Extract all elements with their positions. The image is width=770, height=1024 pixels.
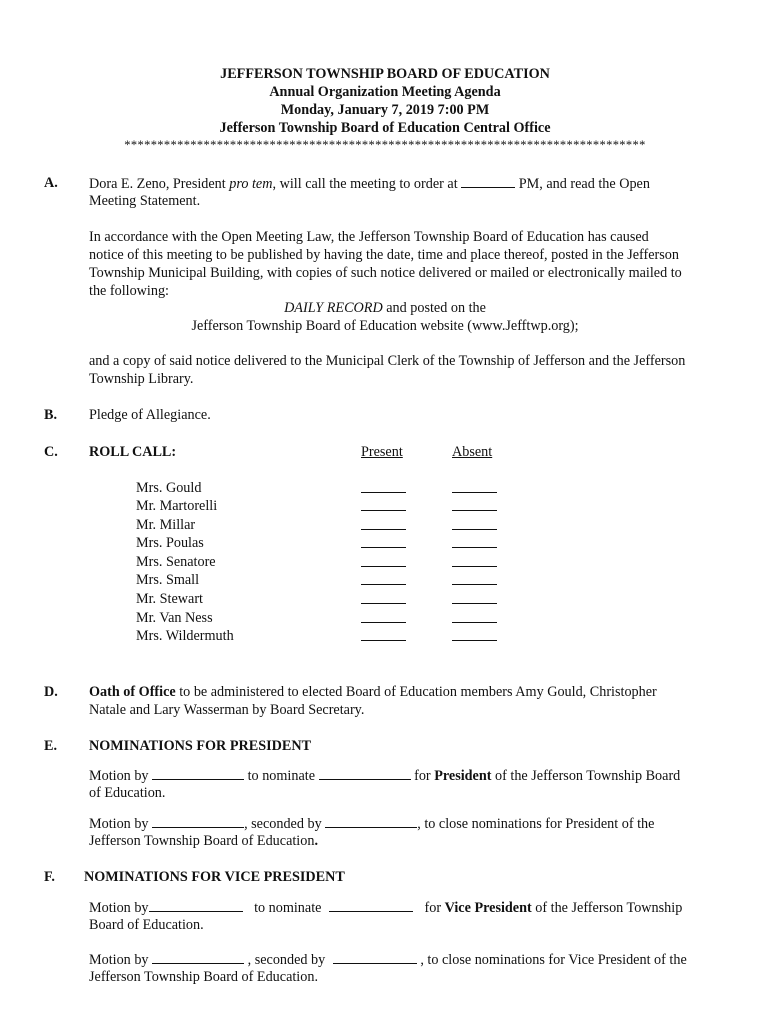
- oath-rest: to be administered to elected Board of Education members Amy Gould, Christopher: [175, 684, 657, 700]
- president-bold: President: [434, 768, 492, 784]
- section-a-line-2: Meeting Statement.: [89, 193, 201, 209]
- section-b-letter: B.: [44, 407, 58, 423]
- present-blank: [361, 516, 406, 530]
- absent-header: Absent: [452, 444, 493, 460]
- mover-blank: [149, 898, 243, 912]
- seconder-blank: [333, 950, 417, 964]
- section-a-letter: A.: [44, 175, 58, 191]
- copy-notice-line-2: Township Library.: [89, 371, 194, 387]
- mover-blank: [152, 766, 244, 780]
- section-a-line-1: [89, 174, 650, 193]
- vice-president-motion-1-line-2: Board of Education.: [89, 917, 204, 933]
- member-name: Mrs. Poulas: [136, 535, 204, 551]
- present-blank: [361, 627, 406, 641]
- absent-blank: [452, 516, 497, 530]
- nominee-blank: [329, 898, 413, 912]
- header-separator: *******************************************************************************: [124, 138, 646, 152]
- member-name: Mr. Millar: [136, 517, 196, 533]
- vice-president-motion-1: [89, 898, 682, 917]
- motion-period: .: [314, 833, 318, 849]
- open-meeting-para-1: In accordance with the Open Meeting Law, the Jefferson Township Board of Education has caused: [89, 229, 649, 245]
- present-blank: [361, 553, 406, 567]
- absent-blank: [452, 627, 497, 641]
- member-name: Mrs. Small: [136, 572, 200, 588]
- member-name: Mrs. Gould: [136, 480, 202, 496]
- motion-text: to nominate: [244, 768, 319, 784]
- absent-blank: [452, 571, 497, 585]
- motion-text: , seconded by: [244, 952, 329, 968]
- absent-blank: [452, 590, 497, 604]
- absent-blank: [452, 609, 497, 623]
- absent-blank: [452, 553, 497, 567]
- oath-line-1: [89, 683, 657, 701]
- president-nominations-title: NOMINATIONS FOR PRESIDENT: [89, 738, 312, 754]
- vice-president-motion-2-line-2: Jefferson Township Board of Education.: [89, 969, 318, 985]
- section-d-letter: D.: [44, 684, 58, 700]
- present-header: Present: [361, 444, 403, 460]
- member-name: Mr. Van Ness: [136, 610, 213, 626]
- mover-blank: [152, 814, 244, 828]
- present-blank: [361, 609, 406, 623]
- member-name: Mr. Stewart: [136, 591, 203, 607]
- motion-text: of the Jefferson Township Board: [491, 768, 681, 784]
- president-motion-1-line-2: of Education.: [89, 785, 166, 801]
- section-a-italic: pro tem: [229, 176, 273, 192]
- seconder-blank: [325, 814, 417, 828]
- motion-text: to nominate: [250, 900, 325, 916]
- section-a-text: Dora E. Zeno, President: [89, 176, 230, 192]
- member-name: Mrs. Wildermuth: [136, 628, 234, 644]
- motion-text: of the Jefferson Township: [531, 900, 683, 916]
- present-blank: [361, 479, 406, 493]
- member-name: Mrs. Senatore: [136, 554, 216, 570]
- present-blank: [361, 534, 406, 548]
- motion-text: for: [410, 768, 435, 784]
- motion-text: , to close nominations for Vice President of the: [416, 952, 687, 968]
- motion-text: , seconded by: [244, 816, 326, 832]
- roll-call-title: ROLL CALL:: [89, 444, 177, 460]
- section-e-letter: E.: [44, 738, 58, 754]
- member-name: Mr. Martorelli: [136, 498, 218, 514]
- motion-text: Motion by: [89, 816, 153, 832]
- oath-bold: Oath of Office: [89, 684, 176, 700]
- motion-text: Jefferson Township Board of Education: [89, 833, 315, 849]
- daily-record-italic: DAILY RECORD: [284, 300, 383, 316]
- present-blank: [361, 571, 406, 585]
- absent-blank: [452, 497, 497, 511]
- header-line-3: Monday, January 7, 2019 7:00 PM: [280, 102, 490, 118]
- motion-text: Motion by: [89, 952, 153, 968]
- section-f-letter: F.: [44, 869, 55, 885]
- motion-text: Motion by: [89, 768, 153, 784]
- open-meeting-para-3: Township Municipal Building, with copies of such notice delivered or mailed or electronically mailed to: [89, 265, 682, 281]
- section-a-text-post: PM, and read the Open: [515, 176, 650, 192]
- absent-blank: [452, 534, 497, 548]
- open-meeting-para-4: the following:: [89, 283, 169, 299]
- oath-line-2: Natale and Lary Wasserman by Board Secretary.: [89, 702, 365, 718]
- header-line-2: Annual Organization Meeting Agenda: [269, 84, 501, 100]
- motion-text: , to close nominations for President of the: [417, 816, 655, 832]
- pledge-text: Pledge of Allegiance.: [89, 407, 211, 423]
- president-motion-1: [89, 766, 680, 785]
- nominee-blank: [319, 766, 411, 780]
- absent-blank: [452, 479, 497, 493]
- header-line-4: Jefferson Township Board of Education Central Office: [219, 120, 551, 136]
- website-line: Jefferson Township Board of Education website (www.Jefftwp.org);: [191, 318, 579, 334]
- motion-text: for: [421, 900, 445, 916]
- present-blank: [361, 590, 406, 604]
- section-c-letter: C.: [44, 444, 58, 460]
- section-a-text-mid: , will call the meeting to order at: [272, 176, 462, 192]
- president-motion-2-line-2: [89, 832, 318, 850]
- time-blank: [461, 174, 515, 188]
- daily-record-line: [0, 299, 770, 317]
- vice-president-motion-2: [89, 950, 687, 969]
- president-motion-2: [89, 814, 654, 833]
- daily-record-rest: and posted on the: [382, 300, 486, 316]
- header-line-1: JEFFERSON TOWNSHIP BOARD OF EDUCATION: [220, 66, 550, 82]
- present-blank: [361, 497, 406, 511]
- motion-text: Motion by: [89, 900, 149, 916]
- vice-president-nominations-title: NOMINATIONS FOR VICE PRESIDENT: [84, 869, 345, 885]
- open-meeting-para-2: notice of this meeting to be published by having the date, time and place thereof, posted in the Jefferson: [89, 247, 679, 263]
- mover-blank: [152, 950, 244, 964]
- vice-president-bold: Vice President: [444, 900, 532, 916]
- copy-notice-line-1: and a copy of said notice delivered to the Municipal Clerk of the Township of Jefferson and the Jefferson: [89, 353, 686, 369]
